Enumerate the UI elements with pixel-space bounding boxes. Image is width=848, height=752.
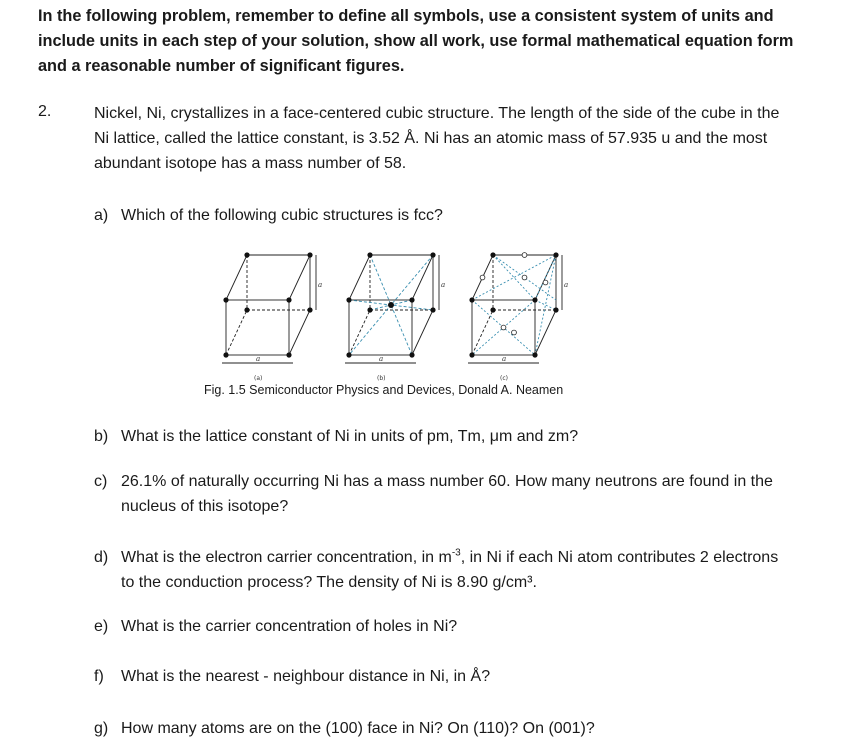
part-a-label: a): [94, 207, 109, 224]
part-b-label: b): [94, 428, 109, 445]
cube-c: [468, 255, 562, 363]
part-g: [94, 716, 794, 741]
part-e: [94, 614, 794, 639]
part-d-text: [121, 545, 794, 595]
figure-caption: Fig. 1.5 Semiconductor Physics and Devices, Donald A. Neamen: [204, 383, 564, 397]
part-b-text: What is the lattice constant of Ni in units of pm, Tm, μm and zm?: [121, 428, 579, 445]
part-e-text: What is the carrier concentration of holes in Ni?: [121, 618, 458, 635]
cube-b: [345, 255, 439, 363]
part-d-text-after: , in Ni if each Ni atom contributes 2 electrons to the conduction process? The density of Ni is 8.90 g/cm³.: [121, 549, 779, 591]
part-a: [94, 203, 794, 228]
svg-text:a: a: [441, 281, 446, 289]
part-d: [94, 545, 794, 595]
cube-a: [222, 255, 316, 363]
part-b: [94, 424, 794, 449]
instructions: In the following problem, remember to define all symbols, use a consistent system of units and include units in each step of your solution, show all work, use formal mathematical equation form and a reasonable number of significant figures.: [38, 7, 794, 75]
part-c-text: 26.1% of naturally occurring Ni has a mass number 60. How many neutrons are found in the nucleus of this isotope?: [121, 473, 773, 515]
part-d-label: d): [94, 549, 109, 566]
part-d-text-before: What is the electron carrier concentration, in m: [121, 549, 452, 566]
sublabel-c: (c): [500, 375, 508, 382]
part-a-text: Which of the following cubic structures is fcc?: [121, 207, 443, 224]
part-g-text: How many atoms are on the (100) face in Ni? On (110)? On (001)?: [121, 720, 595, 737]
part-c: [94, 469, 794, 519]
svg-text:a: a: [256, 355, 261, 363]
part-e-label: e): [94, 618, 109, 635]
part-c-label: c): [94, 473, 108, 490]
sublabel-a: (a): [254, 375, 263, 382]
svg-text:a: a: [379, 355, 384, 363]
part-f-text: What is the nearest - neighbour distance in Ni, in Å?: [121, 668, 491, 685]
part-f-label: f): [94, 668, 104, 685]
svg-text:a: a: [564, 281, 569, 289]
part-f: [94, 664, 794, 689]
part-d-superscript: -3: [451, 547, 461, 559]
svg-text:a: a: [502, 355, 507, 363]
svg-text:a: a: [318, 281, 323, 289]
problem-intro: Nickel, Ni, crystallizes in a face-centered cubic structure. The length of the side of the cube in the Ni lattice, called the lattice constant, is 3.52 Å. Ni has an atomic mass of 57.935 u and the most abundant isotope has a mass number of 58.: [94, 105, 780, 172]
sublabel-b: (b): [377, 375, 386, 382]
part-g-label: g): [94, 720, 109, 737]
cubic-structures-figure: [216, 237, 586, 387]
problem-number: 2.: [38, 103, 52, 120]
